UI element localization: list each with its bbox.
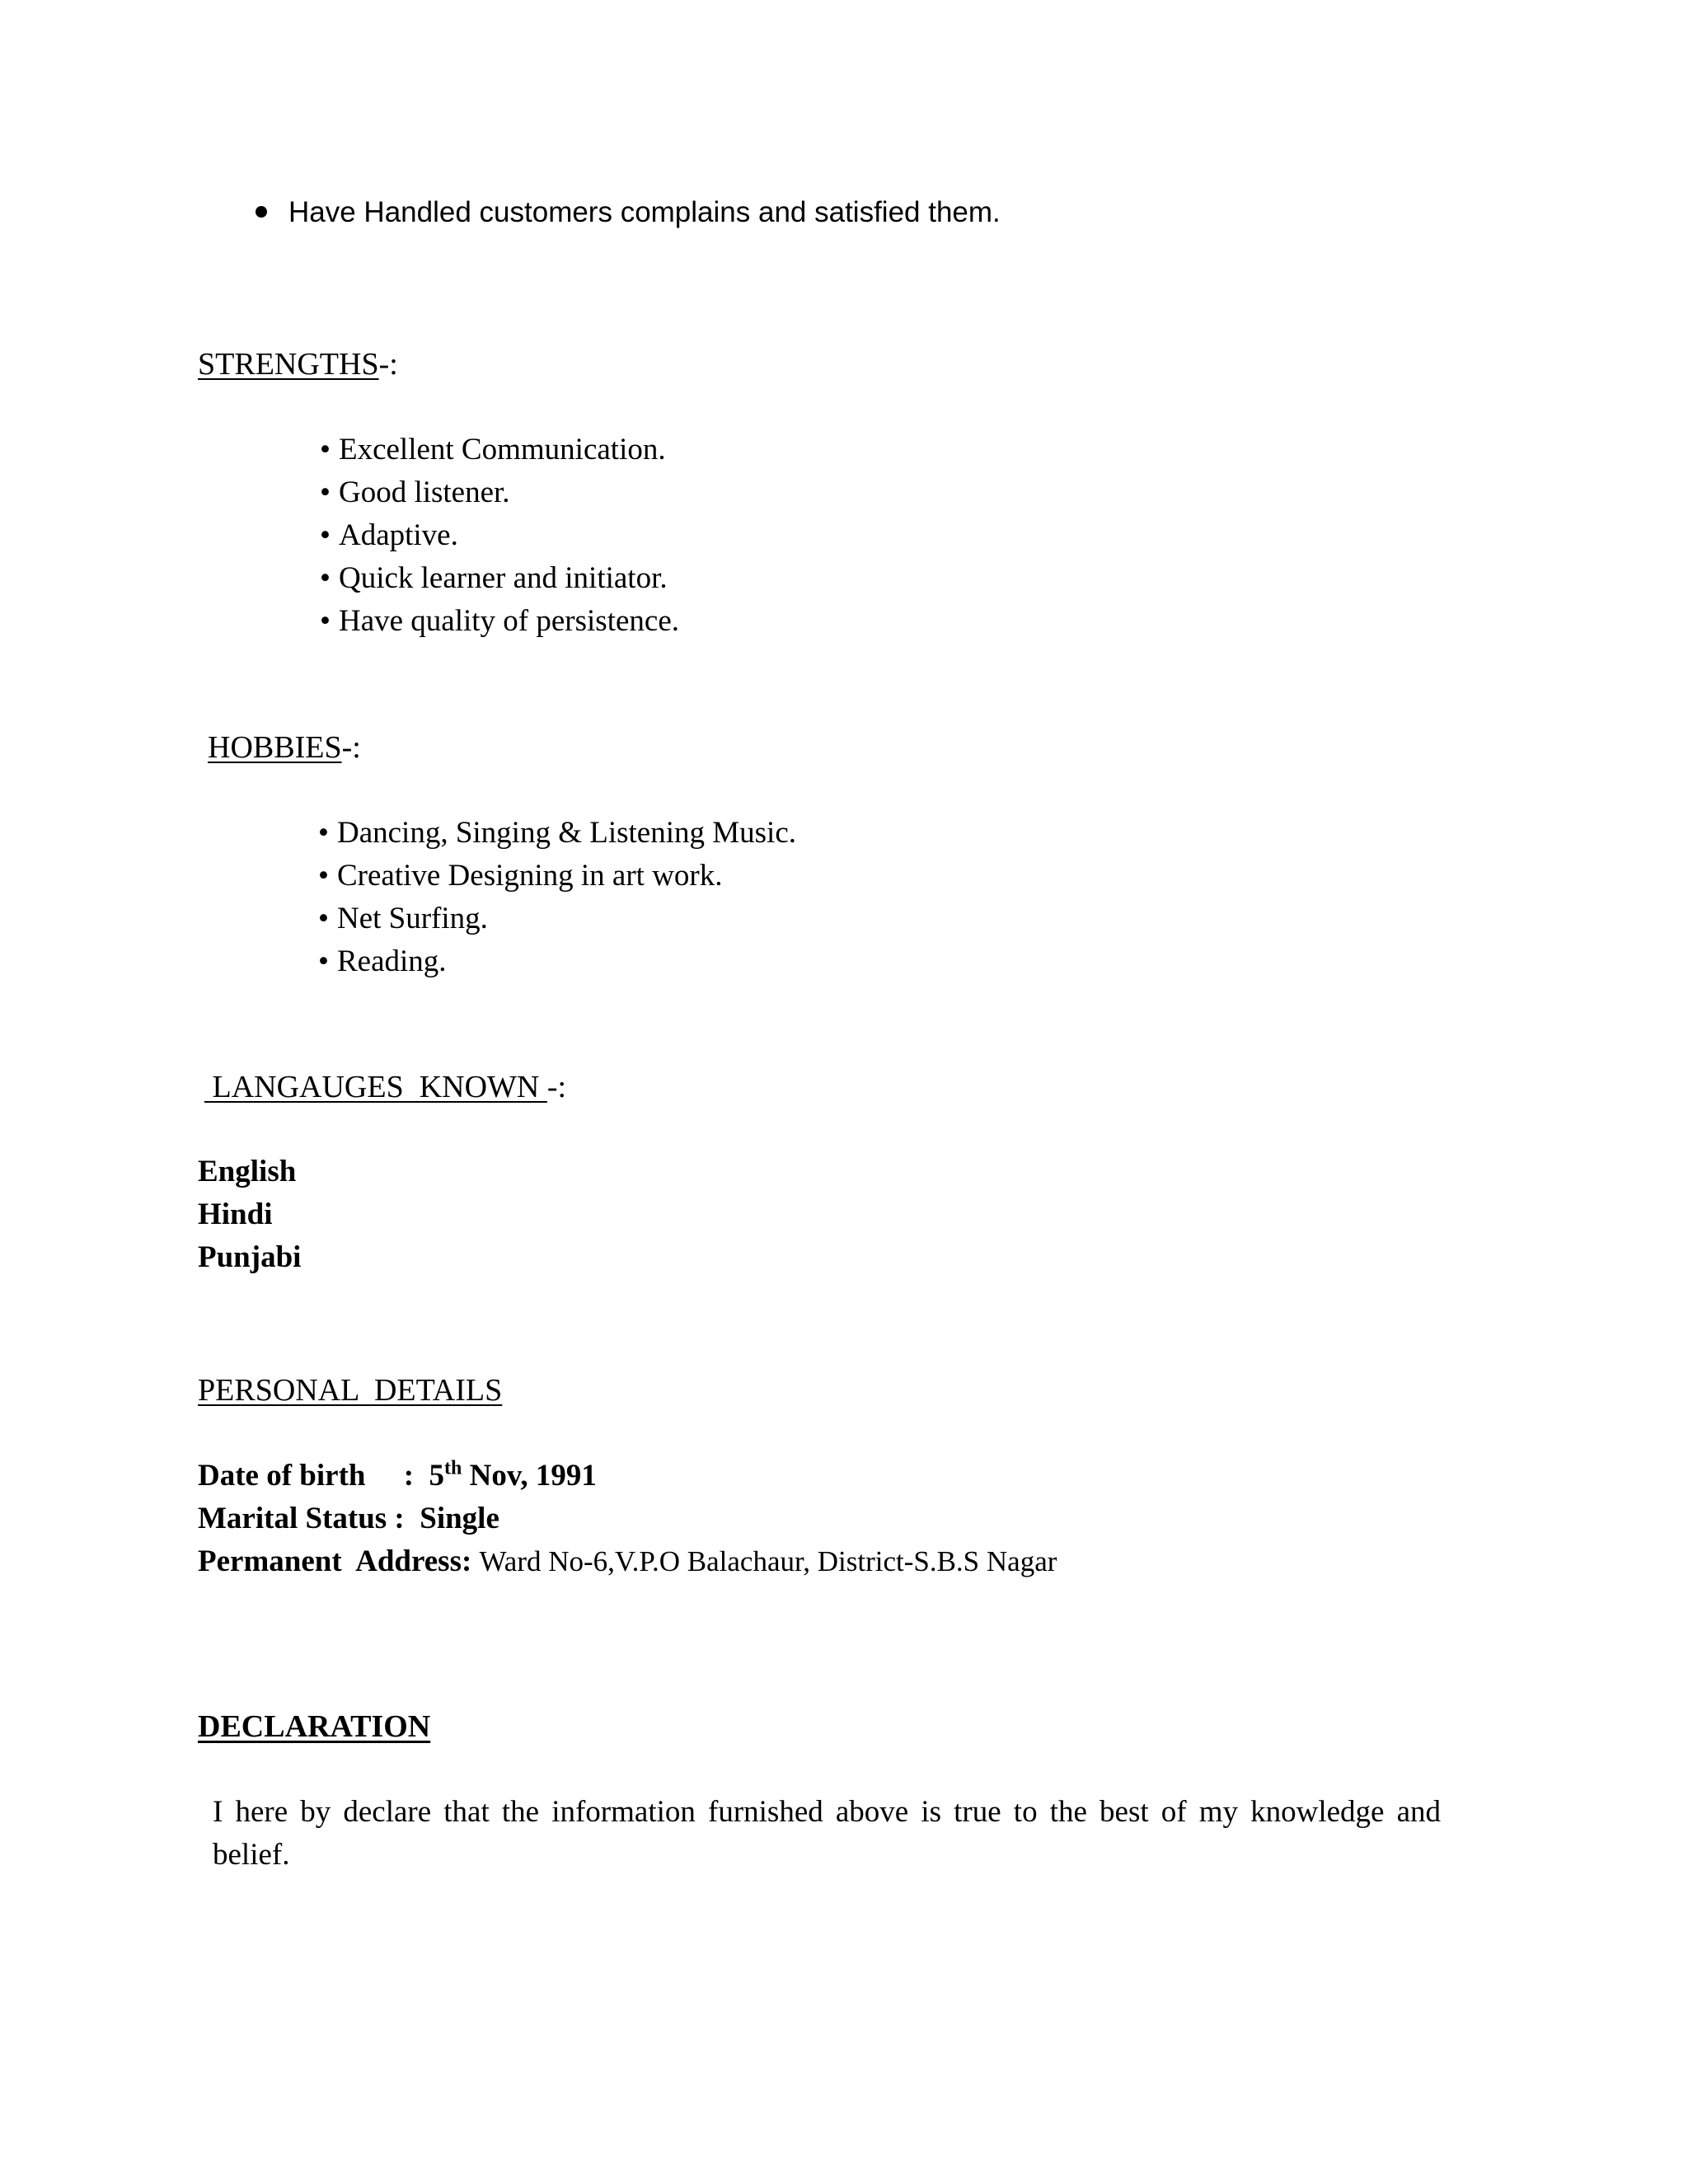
language-item-hindi: Hindi xyxy=(198,1197,273,1231)
bullet-icon: • xyxy=(318,944,329,978)
strengths-heading-suffix: -: xyxy=(378,347,398,382)
hobbies-heading xyxy=(208,729,361,766)
bullet-icon: • xyxy=(320,561,331,595)
bullet-icon: • xyxy=(320,518,331,552)
strength-text: Quick learner and initiator. xyxy=(338,561,668,595)
dob-suffix: th xyxy=(444,1457,462,1479)
list-item xyxy=(320,600,679,643)
list-item xyxy=(320,557,679,600)
hobby-text: Reading. xyxy=(336,944,447,978)
personal-details-heading xyxy=(198,1372,502,1408)
languages-heading xyxy=(204,1069,566,1105)
experience-bullet-item xyxy=(256,196,1001,229)
bullet-icon: • xyxy=(320,433,331,466)
marital-row xyxy=(198,1497,1057,1540)
hobbies-heading-label: HOBBIES xyxy=(208,730,342,765)
personal-details-heading-label: PERSONAL DETAILS xyxy=(198,1373,503,1408)
marital-label: Marital Status : xyxy=(198,1502,420,1535)
languages-heading-label: LANGAUGES KNOWN xyxy=(204,1070,547,1104)
list-item xyxy=(318,940,796,983)
personal-details-block xyxy=(198,1455,1057,1583)
language-item-punjabi: Punjabi xyxy=(198,1240,302,1274)
strength-text: Adaptive. xyxy=(338,518,458,552)
dob-label: Date of birth : xyxy=(198,1459,429,1493)
marital-value: Single xyxy=(420,1502,499,1535)
dob-row xyxy=(198,1455,1057,1497)
bullet-icon: • xyxy=(320,604,331,638)
hobby-text: Dancing, Singing & Listening Music. xyxy=(336,816,796,850)
bullet-icon: • xyxy=(318,902,329,935)
bullet-icon: • xyxy=(318,816,329,850)
dob-rest: Nov, 1991 xyxy=(462,1459,597,1493)
list-item xyxy=(318,855,796,898)
list-item xyxy=(320,429,679,471)
bullet-dot-icon xyxy=(256,206,267,218)
bullet-icon: • xyxy=(320,476,331,509)
languages-list xyxy=(198,1151,301,1279)
strength-text: Excellent Communication. xyxy=(338,433,666,466)
list-item xyxy=(318,812,796,855)
strengths-list xyxy=(320,429,679,643)
address-value: Ward No-6,V.P.O Balachaur, District-S.B.S Nagar xyxy=(479,1545,1057,1577)
language-item-english: English xyxy=(198,1155,297,1188)
hobby-text: Net Surfing. xyxy=(336,902,488,935)
strength-text: Good listener. xyxy=(338,476,510,509)
declaration-text: I here by declare that the information furnished above is true to the best of my knowledge and belief. xyxy=(213,1795,1441,1872)
experience-bullet-text: Have Handled customers complains and satisfied them. xyxy=(288,196,1001,228)
address-label: Permanent Address: xyxy=(198,1544,480,1578)
strengths-heading xyxy=(198,346,398,382)
hobbies-list xyxy=(318,812,796,983)
hobbies-heading-suffix: -: xyxy=(341,730,361,765)
address-row xyxy=(198,1540,1057,1583)
declaration-heading: DECLARATION xyxy=(198,1709,431,1744)
list-item xyxy=(320,514,679,557)
strengths-heading-label: STRENGTHS xyxy=(198,347,379,382)
list-item xyxy=(318,898,796,940)
list-item xyxy=(320,471,679,514)
strength-text: Have quality of persistence. xyxy=(338,604,679,638)
bullet-icon: • xyxy=(318,859,329,893)
hobby-text: Creative Designing in art work. xyxy=(336,859,723,893)
languages-heading-suffix: -: xyxy=(546,1070,567,1104)
dob-day: 5 xyxy=(429,1459,445,1493)
